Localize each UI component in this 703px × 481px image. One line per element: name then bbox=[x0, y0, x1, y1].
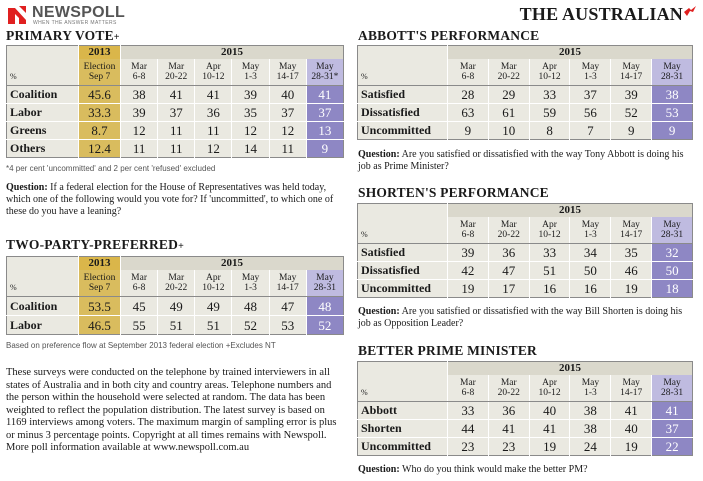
table-row: Greens 8.7 12 11 11 12 12 13 bbox=[7, 122, 344, 140]
masthead-bird-icon bbox=[684, 6, 696, 16]
primary-vote-question: Question: If a federal election for the House of Representatives was held today, which one of the following would you vote for? If 'uncommitted', to which one of these do you have a leaning? bbox=[6, 182, 334, 217]
column-header: Mar 6-8 bbox=[448, 59, 489, 86]
table-row: Uncommitted 19 17 16 16 19 18 bbox=[358, 280, 693, 298]
column-header: Apr 10-12 bbox=[529, 59, 570, 86]
column-header: May 1-3 bbox=[232, 270, 269, 297]
newspoll-wordmark: NEWSPOLL bbox=[32, 4, 126, 21]
table-row: Uncommitted 23 23 19 24 19 22 bbox=[358, 438, 693, 456]
column-header: May 14-17 bbox=[269, 270, 306, 297]
column-header: Apr 10-12 bbox=[195, 59, 232, 86]
column-header: Mar 20-22 bbox=[158, 59, 195, 86]
column-header-current: May 28-31 bbox=[652, 375, 693, 402]
table-row: Abbott 33 36 40 38 41 41 bbox=[358, 402, 693, 420]
primary-vote-footnote: *4 per cent 'uncommitted' and 2 per cent 'refused' excluded bbox=[6, 164, 216, 173]
primary-vote-heading bbox=[6, 28, 120, 44]
table-row: Labor 46.5 55 51 51 52 53 52 bbox=[7, 316, 344, 335]
column-header: Mar 6-8 bbox=[121, 270, 158, 297]
year-2013: 2013 bbox=[79, 257, 121, 270]
column-header-current: May 28-31 bbox=[652, 217, 693, 244]
tpp-table bbox=[6, 256, 344, 335]
primary-vote-plus: + bbox=[113, 32, 120, 43]
year-2015: 2015 bbox=[448, 204, 693, 217]
tpp-plus: + bbox=[178, 241, 184, 252]
year-2015: 2015 bbox=[121, 46, 344, 59]
table-row: Labor 33.3 39 37 36 35 37 37 bbox=[7, 104, 344, 122]
shorten-question: Question: Are you satisfied or dissatisfied with the way Bill Shorten is doing his job as Opposition Leader? bbox=[358, 306, 683, 329]
table-row: Uncommitted 9 10 8 7 9 9 bbox=[358, 122, 693, 140]
column-header: Mar 20-22 bbox=[158, 270, 195, 297]
newspoll-logo bbox=[6, 3, 206, 29]
better-pm-question: Question: Who do you think would make the better PM? bbox=[358, 464, 588, 475]
table-row: Dissatisfied 42 47 51 50 46 50 bbox=[358, 262, 693, 280]
year-2013: 2013 bbox=[79, 46, 121, 59]
column-header: May 14-17 bbox=[611, 59, 652, 86]
column-header: Mar 6-8 bbox=[121, 59, 158, 86]
percent-label: % bbox=[7, 59, 79, 86]
methodology-text: These surveys were conducted on the telephone by trained interviewers in all states of Australia and in both city and country areas. Telephone numbers and the person within the household were selected at random. The data has been weighted to reflect the population distribution. The latest survey is based on 1169 interviews among voters. The maximum margin of sampling error is plus or minus 3 percentage points. Copyright at all times remains with Newspoll. More poll information available at www.newspoll.com.au bbox=[6, 367, 337, 453]
year-2015: 2015 bbox=[448, 46, 693, 59]
year-2015: 2015 bbox=[121, 257, 344, 270]
column-header: Mar 20-22 bbox=[488, 375, 529, 402]
primary-vote-table bbox=[6, 45, 344, 158]
column-header: Mar 6-8 bbox=[448, 217, 489, 244]
table-row: Coalition 53.5 45 49 49 48 47 48 bbox=[7, 297, 344, 316]
tpp-title: TWO-PARTY-PREFERRED bbox=[6, 237, 179, 252]
column-header-current: May 28-31 bbox=[652, 59, 693, 86]
column-header: Election Sep 7 bbox=[79, 270, 121, 297]
column-header-current: May 28-31 bbox=[306, 270, 343, 297]
percent-label: % bbox=[358, 217, 448, 244]
table-row: Shorten 44 41 41 38 40 37 bbox=[358, 420, 693, 438]
column-header: Mar 20-22 bbox=[488, 217, 529, 244]
column-header: May 1-3 bbox=[232, 59, 269, 86]
table-row: Coalition 45.6 38 41 41 39 40 41 bbox=[7, 86, 344, 104]
column-header: May 1-3 bbox=[570, 375, 611, 402]
table-row: Others 12.4 11 11 12 14 11 9 bbox=[7, 140, 344, 158]
column-header: May 14-17 bbox=[611, 375, 652, 402]
column-header: Apr 10-12 bbox=[529, 375, 570, 402]
tpp-heading bbox=[6, 237, 184, 253]
primary-vote-title: PRIMARY VOTE bbox=[6, 28, 114, 43]
column-header: May 1-3 bbox=[570, 217, 611, 244]
year-2015: 2015 bbox=[448, 362, 693, 375]
column-header: May 1-3 bbox=[570, 59, 611, 86]
abbott-question: Question: Are you satisfied or dissatisfied with the way Tony Abbott is doing his job as Prime Minister? bbox=[358, 149, 684, 172]
abbott-heading: ABBOTT'S PERFORMANCE bbox=[358, 28, 540, 43]
percent-label: % bbox=[7, 270, 79, 297]
column-header-current: May 28-31* bbox=[306, 59, 343, 86]
column-header: May 14-17 bbox=[611, 217, 652, 244]
column-header: May 14-17 bbox=[269, 59, 306, 86]
masthead-title: THE AUSTRALIAN bbox=[519, 4, 683, 24]
table-row: Satisfied 28 29 33 37 39 38 bbox=[358, 86, 693, 104]
tpp-footnote: Based on preference flow at September 2013 federal election +Excludes NT bbox=[6, 341, 276, 350]
newspoll-mark-icon bbox=[6, 4, 28, 26]
percent-label: % bbox=[358, 59, 448, 86]
shorten-heading: SHORTEN'S PERFORMANCE bbox=[358, 185, 549, 200]
table-row: Satisfied 39 36 33 34 35 32 bbox=[358, 244, 693, 262]
newspoll-tagline: WHEN THE ANSWER MATTERS bbox=[33, 20, 117, 26]
column-header: Mar 6-8 bbox=[448, 375, 489, 402]
column-header: Election Sep 7 bbox=[79, 59, 121, 86]
column-header: Mar 20-22 bbox=[488, 59, 529, 86]
abbott-table bbox=[357, 45, 693, 140]
table-row: Dissatisfied 63 61 59 56 52 53 bbox=[358, 104, 693, 122]
column-header: Apr 10-12 bbox=[195, 270, 232, 297]
better-pm-heading: BETTER PRIME MINISTER bbox=[358, 343, 537, 358]
better-pm-table bbox=[357, 361, 693, 456]
percent-label: % bbox=[358, 375, 448, 402]
column-header: Apr 10-12 bbox=[529, 217, 570, 244]
shorten-table bbox=[357, 203, 693, 298]
